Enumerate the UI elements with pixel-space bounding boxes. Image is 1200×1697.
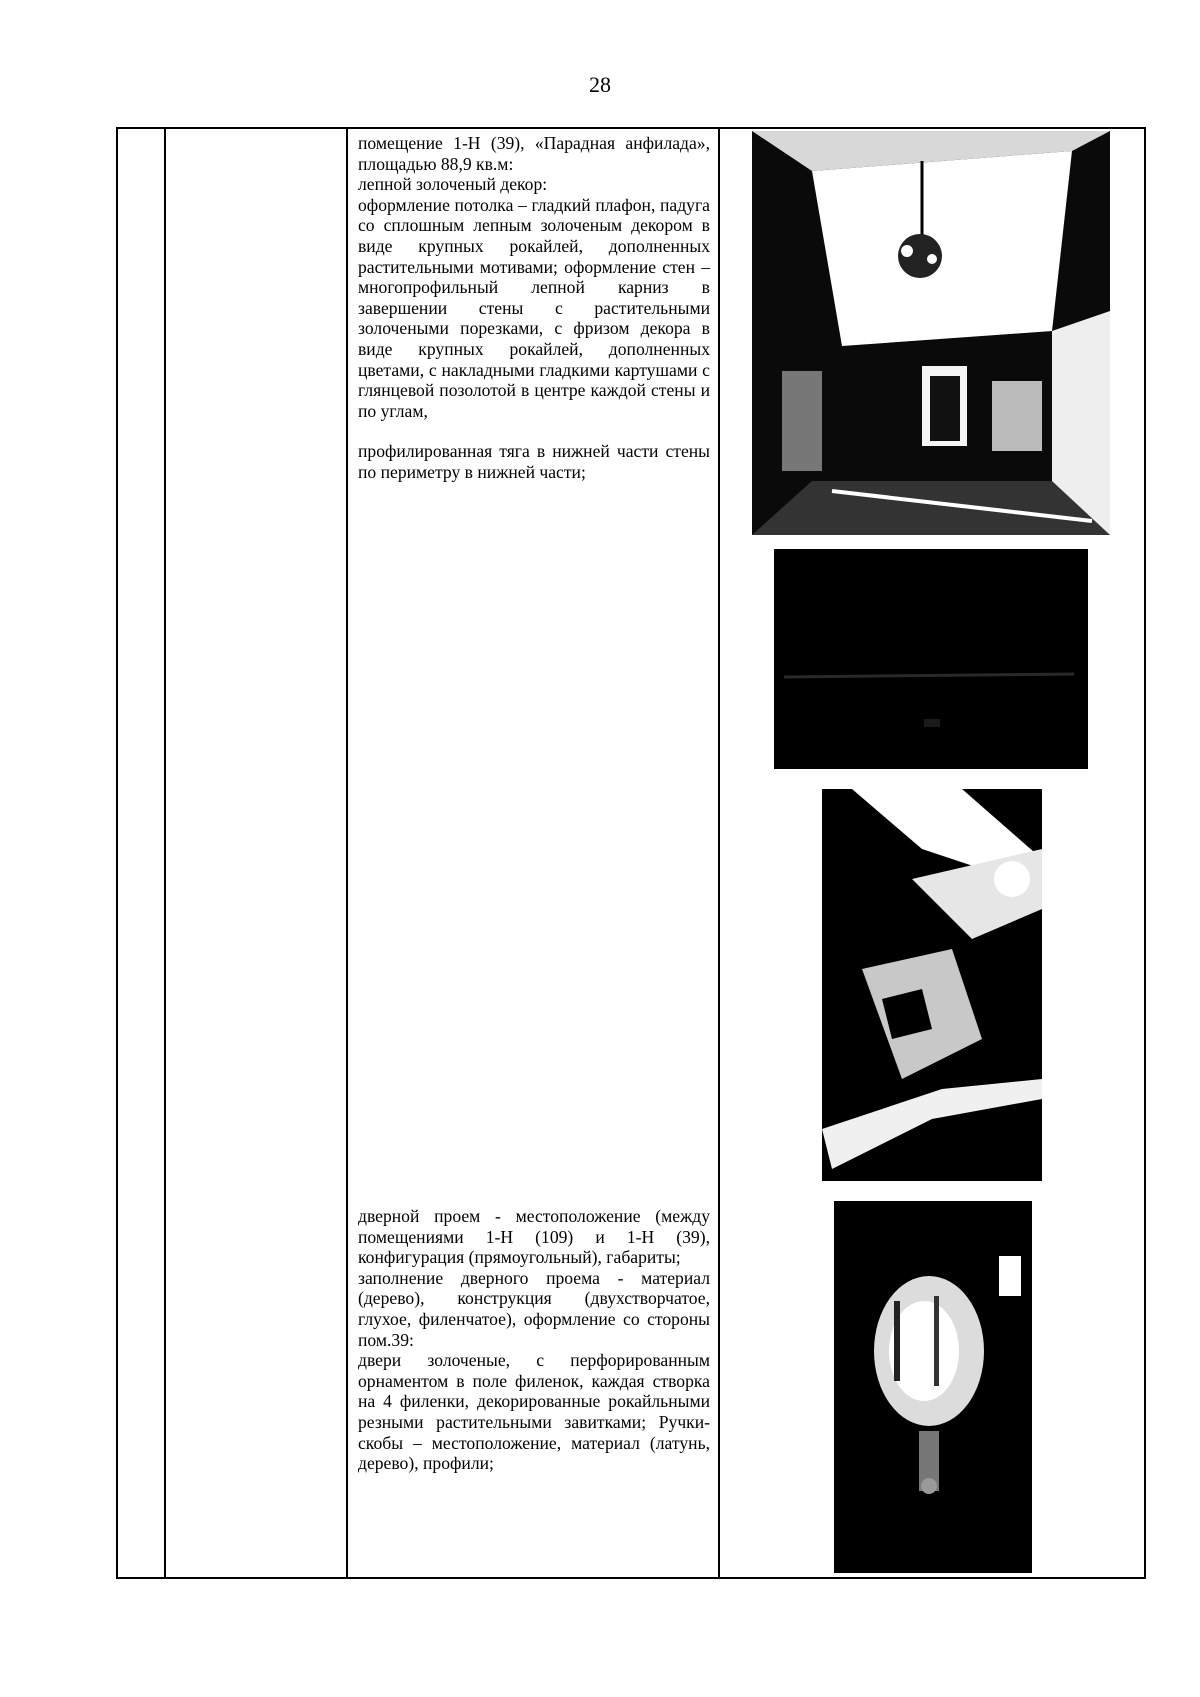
photo-gilded-door [834, 1201, 1032, 1573]
paragraph: лепной золоченый декор: [358, 174, 548, 195]
photo-hall-interior [752, 131, 1110, 535]
paragraph: профилированная тяга в нижней части стены по периметру в нижней части; [358, 441, 710, 482]
table [116, 127, 1146, 1579]
paragraph: двери золоченые, с перфорированным орнаментом в поле филенок, каждая створка на 4 филенки, декорированные рокайльными резными растительными завитками; Ручки-скобы – местоположение, материал (латунь, дерево), профили; [358, 1350, 710, 1474]
page-number: 28 [589, 72, 611, 97]
column-divider-3 [718, 129, 720, 1577]
paragraph: оформление потолка – гладкий плафон, падуга со сплошным лепным золоченым декором в виде крупных рокайлей, дополненных растительными мотивами; оформление стен – многопрофильный лепной карниз в завершении стены с растительными золочеными порезками, с фризом декора в виде крупных рокайлей, дополненных цветами, с накладными гладкими картушами с глянцевой позолотой в центре каждой стены и по углам, [358, 194, 710, 421]
wall-frieze-image [774, 549, 1088, 769]
gilded-door-image [834, 1201, 1032, 1573]
photo-ceiling-cornice [822, 789, 1042, 1181]
photo-wall-frieze-dark [774, 549, 1088, 769]
column-divider-1 [164, 129, 166, 1577]
hall-interior-image [752, 131, 1110, 535]
paragraph: заполнение дверного проема - материал (дерево), конструкция (двухстворчатое, глухое, филенчатое), оформление со стороны пом.39: [358, 1267, 710, 1350]
ceiling-cornice-image [822, 789, 1042, 1181]
column-divider-2 [346, 129, 348, 1577]
paragraph: помещение 1-Н (39), «Парадная анфилада», площадью 88,9 кв.м: [358, 133, 710, 174]
description-block-1 [358, 133, 710, 483]
paragraph: дверной проем - местоположение (между помещениями 1-Н (109) и 1-Н (39), конфигурация (прямоугольный), габариты; [358, 1206, 710, 1268]
description-block-2 [358, 1206, 710, 1474]
paragraph-spacer [358, 421, 710, 441]
